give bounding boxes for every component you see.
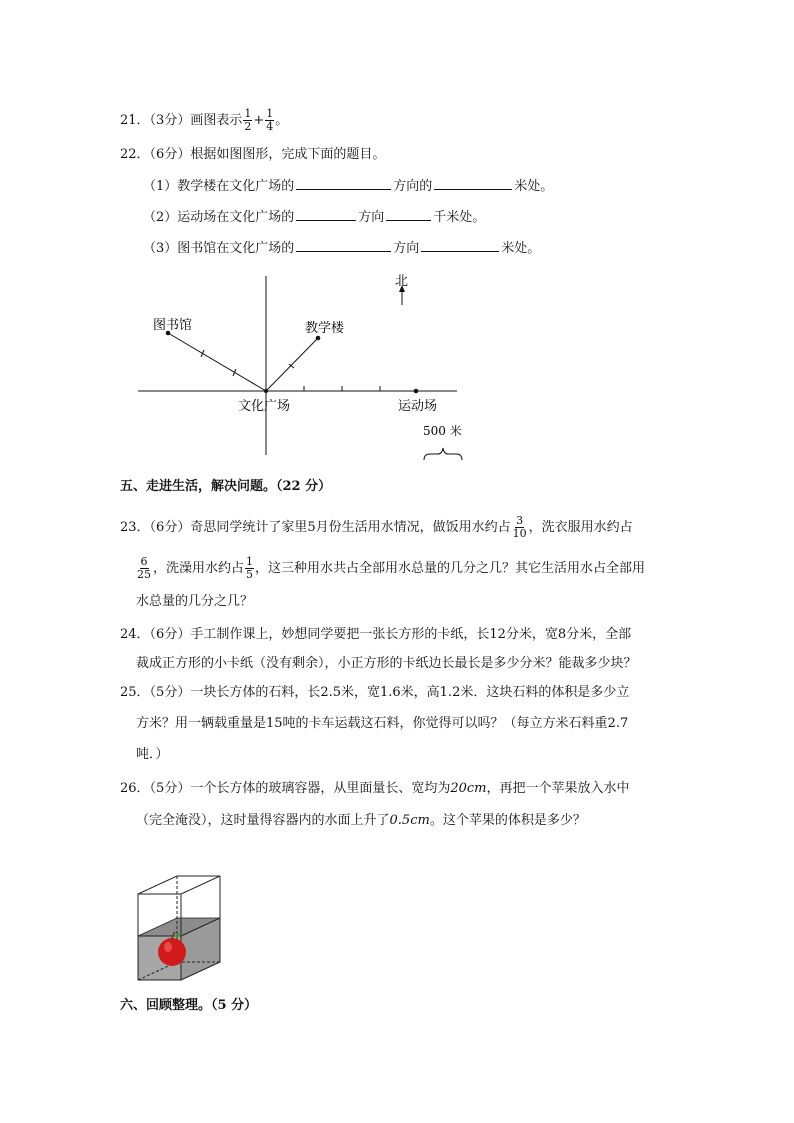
q23-line2: $\frac{6}{25}$ ，洗澡用水约占 $\frac{1}{5}$ ，这三种用水共占全部用水总量的几分之几？其它生活用水占全部用 (137, 555, 646, 581)
q25-line2: 方米？用一辆载重量是15吨的卡车运载这石料，你觉得可以吗？（每立方米石料重2.7 (136, 716, 629, 731)
section5-heading: 五、走进生活，解决问题。（22 分） (120, 479, 332, 494)
q22-sub3: （3）图书馆在文化广场的 方向 米处。 (143, 241, 541, 256)
q25-line3: 吨．） (136, 747, 169, 762)
direction-map (0, 0, 794, 470)
plaza-point (264, 389, 268, 393)
q23-line1: 23．（6分）奇思同学统计了家里5月份生活用水情况，做饭用水约占 $\frac{3}{10}$ ，洗衣服用水约占 (120, 514, 633, 540)
north-label: 北 (395, 274, 409, 289)
teaching-line (266, 338, 318, 391)
library-label: 图书馆 (153, 318, 193, 333)
scale-brace (424, 448, 462, 460)
q26-line2: （完全淹没），这时量得容器内的水面上升了0.5cm。这个苹果的体积是多少？ (136, 813, 586, 828)
teaching-point (316, 336, 321, 341)
q26-line1: 26．（5分）一个长方体的玻璃容器，从里面量长、宽均为20cm，再把一个苹果放入水中 (120, 781, 630, 796)
plaza-label: 文化广场 (238, 399, 291, 414)
q24-line1: 24．（6分）手工制作课上，妙想同学要把一张长方形的卡纸，长12分米，宽8分米，全部 (120, 627, 632, 642)
q24-line2: 裁成正方形的小卡纸（没有剩余），小正方形的卡纸边长最长是多少分米？能裁多少块？ (136, 656, 637, 671)
q23-fraction-3: $\frac{1}{5}$ (246, 555, 254, 581)
container-top (138, 876, 220, 894)
sports-point (414, 389, 419, 394)
library-line (168, 333, 266, 391)
q25-line1: 25．（5分）一块长方体的石料，长2.5米，宽1.6米，高1.2米．这块石料的体积是多少立 (120, 685, 630, 700)
q21-fraction-1: $\frac{1}{2}$ (244, 107, 252, 133)
q23-fraction-2: $\frac{6}{25}$ (137, 555, 151, 581)
scale-label: 500 米 (423, 424, 462, 438)
teaching-label: 教学楼 (305, 321, 345, 336)
q21-fraction-2: $\frac{1}{4}$ (266, 107, 274, 133)
q23-line3: 水总量的几分之几？ (136, 594, 254, 609)
glass-container-figure (130, 862, 230, 987)
q22-title: 22．（6分）根据如图图形，完成下面的题目。 (120, 147, 386, 162)
q22-sub1: （1）教学楼在文化广场的 方向的 米处。 (143, 179, 554, 194)
q21-line: 21．（3分）画图表示 $\frac{1}{2}$ + $\frac{1}{4}$ 。 (120, 107, 289, 133)
section6-heading: 六、回顾整理。（5 分） (120, 998, 258, 1013)
q23-fraction-1: $\frac{3}{10}$ (512, 514, 527, 540)
q21-text: 21．（3分）画图表示 (120, 113, 243, 128)
sports-label: 运动场 (398, 399, 438, 414)
q22-sub2: （2）运动场在文化广场的 方向 千米处。 (143, 210, 486, 225)
